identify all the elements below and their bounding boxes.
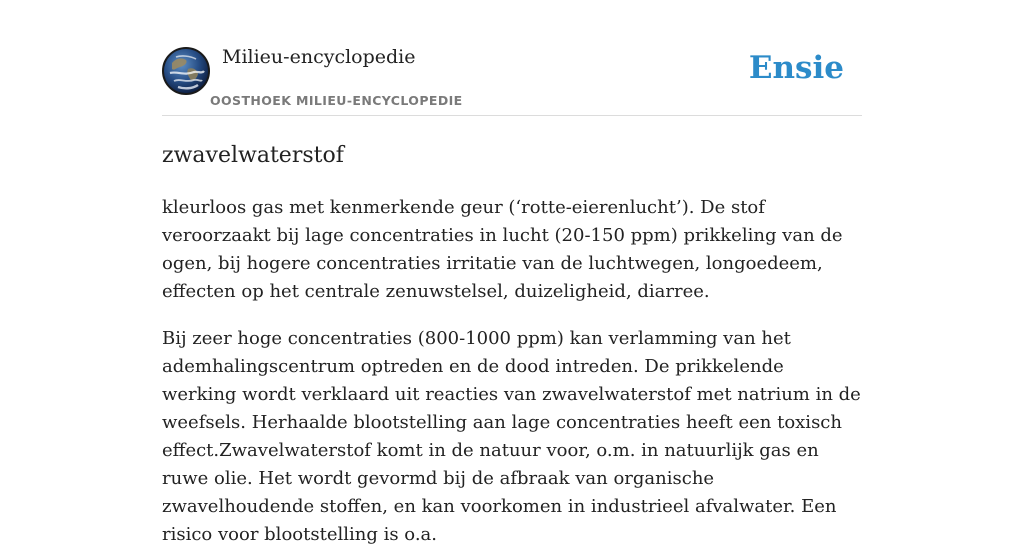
article-paragraph: kleurloos gas met kenmerkende geur (‘rotte-eierenlucht’). De stof veroorzaakt bij lage concentraties in lucht (20-150 ppm) prikkeling van de ogen, bij hogere concentraties irritatie van de luchtwegen, longoedeem, effecten op het centrale zenuwstelsel, duizeligheid, diarree. xyxy=(162,197,843,302)
site-subtitle[interactable]: OOSTHOEK MILIEU-ENCYCLOPEDIE xyxy=(210,93,463,108)
ensie-logo[interactable]: Ensie xyxy=(748,50,844,86)
page xyxy=(162,0,862,545)
site-header xyxy=(162,0,862,116)
article-paragraph: Bij zeer hoge concentraties (800-1000 ppm) kan verlamming van het ademhalingscentrum optreden en de dood intreden. De prikkelende werking wordt verklaard uit reacties van zwavelwaterstof met natrium in de weefsels. Herhaalde blootstelling aan lage concentraties heeft een toxisch effect.Zwavelwaterstof komt in de natuur voor, o.m. in natuurlijk gas en ruwe olie. Het wordt gevormd bij de afbraak van organische zwavelhoudende stoffen, en kan voorkomen in industrieel afvalwater. Een risico voor blootstelling is o.a. xyxy=(162,328,861,545)
earth-avatar-icon[interactable] xyxy=(162,47,210,95)
site-title[interactable]: Milieu-encyclopedie xyxy=(222,46,416,68)
article-title: zwavelwaterstof xyxy=(162,143,344,168)
